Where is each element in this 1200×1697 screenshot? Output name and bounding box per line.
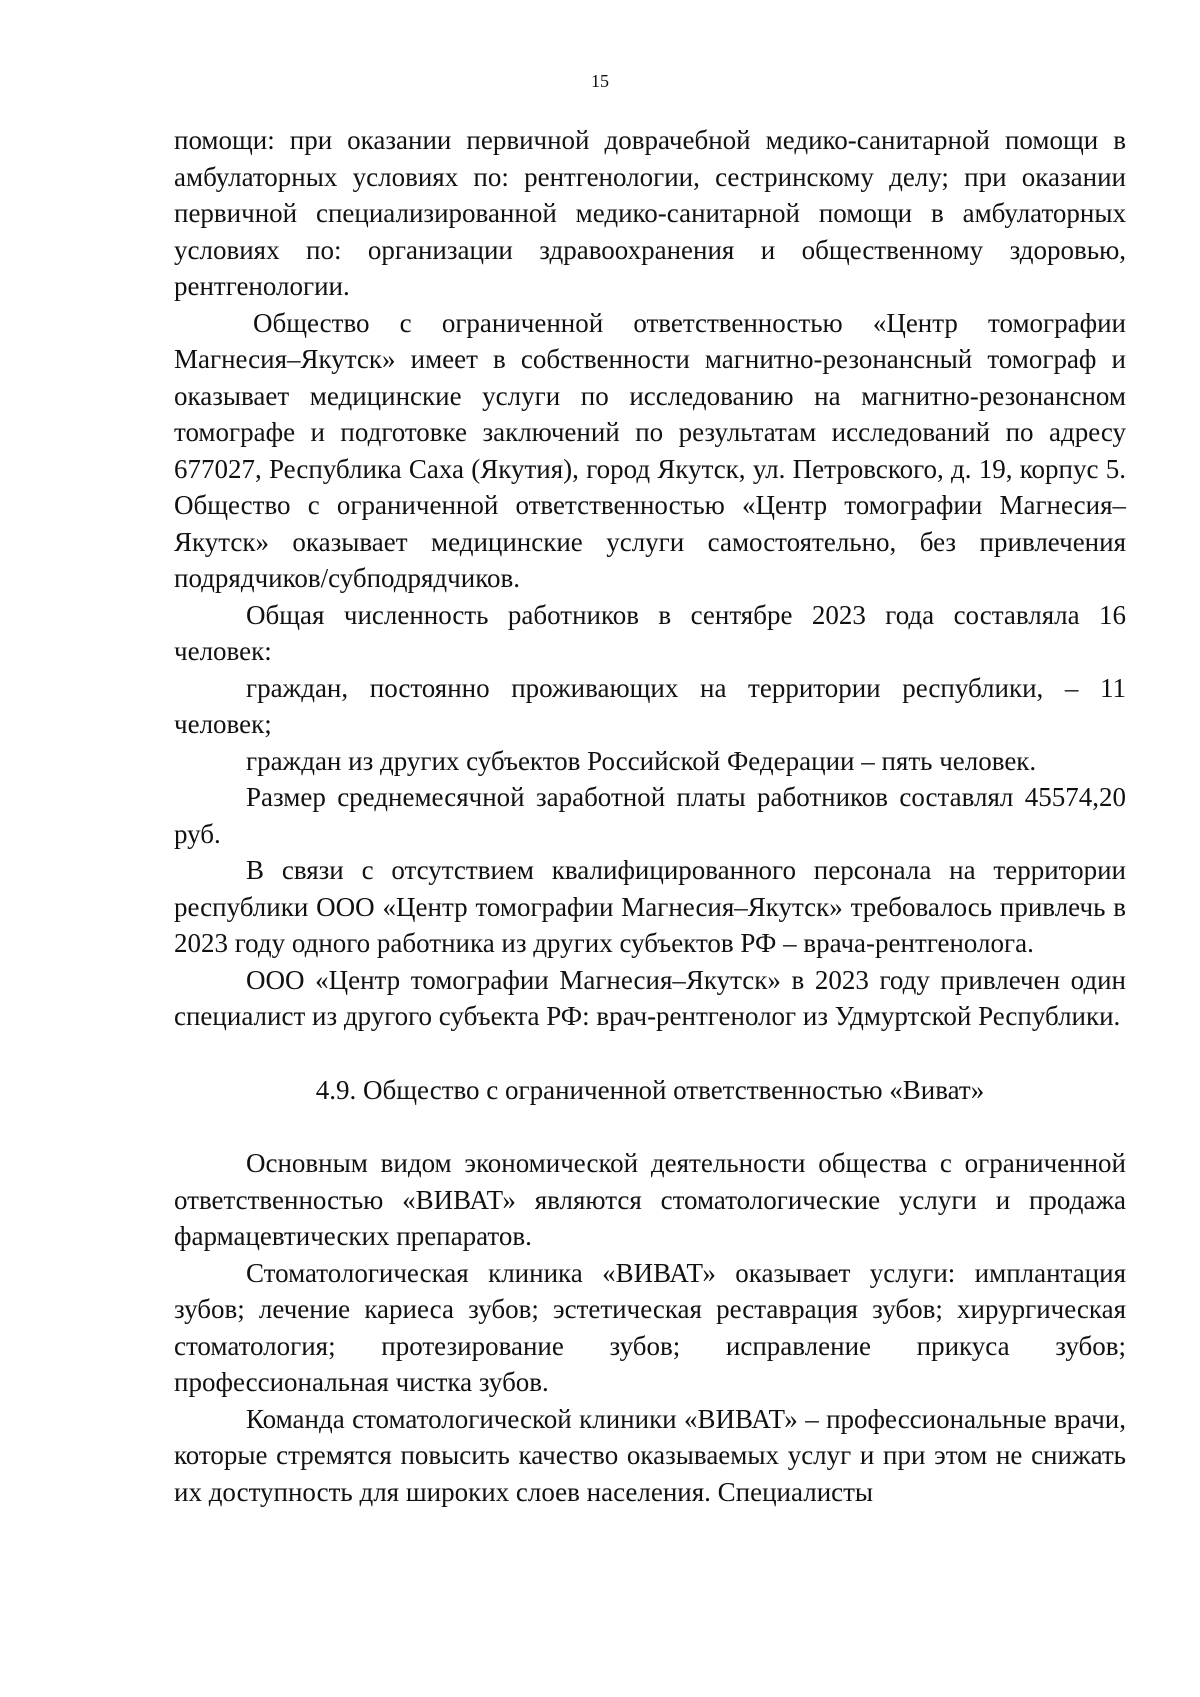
paragraph-clinic-team: Команда стоматологической клиники «ВИВАТ» – профессиональные врачи, которые стремятся повысить качество оказываемых услуг и при этом не снижать их доступность для широких слоев населения. Специалисты — [174, 1403, 1126, 1507]
paragraph-main-activity: Основным видом экономической деятельности общества с ограниченной ответственностью «ВИВАТ» являются стоматологические услуги и продажа фармацевтических препаратов. — [174, 1148, 1126, 1251]
paragraph-external-staff: граждан из других субъектов Российской Федерации – пять человек. — [246, 745, 1037, 776]
paragraph-local-staff: граждан, постоянно проживающих на территории республики, – 11 человек; — [174, 672, 1126, 739]
paragraph-clinic-services: Стоматологическая клиника «ВИВАТ» оказывает услуги: имплантация зубов; лечение кариеса зубов; эстетическая реставрация зубов; хирургическая стоматология; протезирование зубов; исправление прикуса зубов; профессиональная чистка зубов. — [174, 1257, 1126, 1397]
paragraph-staff-attracted: ООО «Центр томографии Магнесия–Якутск» в 2023 году привлечен один специалист из другого субъекта РФ: врач-рентгенолог из Удмуртской Республики. — [174, 964, 1126, 1031]
document-body — [174, 122, 1126, 1510]
paragraph-continued: помощи: при оказании первичной доврачебной медико-санитарной помощи в амбулаторных условиях по: рентгенологии, сестринскому делу; при оказании первичной специализированной медико-санитарной помощи в амбулаторных условиях по: организации здравоохранения и общественному здоровью, рентгенологии. — [174, 125, 1126, 301]
paragraph-average-salary: Размер среднемесячной заработной платы работников составлял 45574,20 руб. — [174, 782, 1126, 849]
paragraph-staff-need: В связи с отсутствием квалифицированного персонала на территории республики ООО «Центр томографии Магнесия–Якутск» требовалось привлечь в 2023 году одного работника из других субъектов РФ – врача-рентгенолога. — [174, 855, 1126, 958]
paragraph-staff-count: Общая численность работников в сентябре 2023 года составляла 16 человек: — [174, 599, 1126, 666]
section-heading: 4.9. Общество с ограниченной ответственностью «Виват» — [315, 1074, 985, 1105]
paragraph-company-description: Общество с ограниченной ответственностью «Центр томографии Магнесия–Якутск» имеет в собственности магнитно-резонансный томограф и оказывает медицинские услуги по исследованию на магнитно-резонансном томографе и подготовке заключений по результатам исследований по адресу 677027, Республика Саха (Якутия), город Якутск, ул. Петровского, д. 19, корпус 5. Общество с ограниченной ответственностью «Центр томографии Магнесия–Якутск» оказывает медицинские услуги самостоятельно, без привлечения подрядчиков/субподрядчиков. — [174, 307, 1126, 593]
page-number: 15 — [591, 71, 609, 91]
